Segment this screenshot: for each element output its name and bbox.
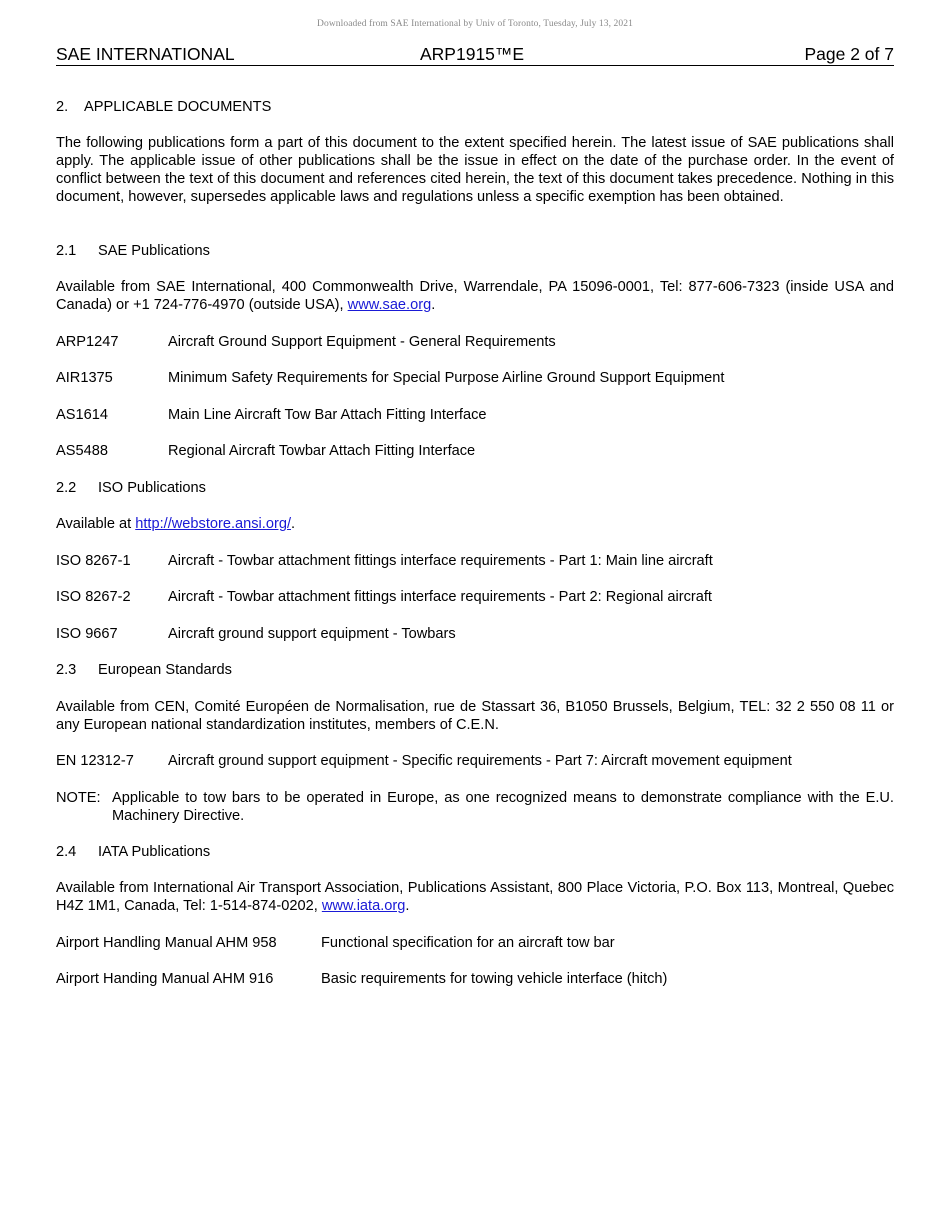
- reference-row: [56, 442, 894, 460]
- subsection-title: SAE Publications: [98, 243, 210, 259]
- reference-id: ISO 9667: [56, 626, 118, 642]
- reference-row: [56, 588, 894, 606]
- subsection-number: 2.3: [56, 662, 77, 678]
- header-page-number: Page 2 of 7: [804, 44, 894, 64]
- ansi-webstore-link[interactable]: http://webstore.ansi.org/: [135, 516, 291, 532]
- reference-row: [56, 752, 894, 770]
- reference-row: [56, 970, 894, 988]
- note-text: Applicable to tow bars to be operated in Europe, as one recognized means to demonstrate compliance with the E.U. Machinery Directive.: [112, 790, 894, 824]
- iso-availability-paragraph: [56, 515, 894, 533]
- reference-row: [56, 552, 894, 570]
- subsection-number: 2.4: [56, 844, 77, 860]
- reference-row: [56, 369, 894, 387]
- sae-availability-paragraph: [56, 278, 894, 314]
- header-document-id: ARP1915™E: [420, 44, 525, 64]
- reference-row: [56, 934, 894, 952]
- reference-id: ISO 8267-1: [56, 553, 131, 569]
- section-title: APPLICABLE DOCUMENTS: [84, 99, 272, 115]
- reference-id: Airport Handling Manual AHM 958: [56, 935, 277, 951]
- download-watermark: Downloaded from SAE International by Univ of Toronto, Tuesday, July 13, 2021: [317, 19, 633, 29]
- sae-website-link[interactable]: www.sae.org: [347, 297, 432, 313]
- subsection-title: ISO Publications: [98, 480, 206, 496]
- section-heading: [56, 98, 894, 116]
- header-organization: SAE INTERNATIONAL: [56, 44, 235, 64]
- reference-title: Aircraft Ground Support Equipment - General Requirements: [168, 334, 556, 350]
- reference-title: Main Line Aircraft Tow Bar Attach Fitting Interface: [168, 407, 487, 423]
- sae-availability-text: Available from SAE International, 400 Commonwealth Drive, Warrendale, PA 15096-0001, Tel: 877-606-7323 (inside USA and Canada) or +1 724-776-4970 (outside USA),: [56, 279, 894, 313]
- reference-id: AIR1375: [56, 370, 113, 386]
- reference-id: EN 12312-7: [56, 753, 134, 769]
- document-page: [56, 0, 894, 1230]
- page-header: [56, 43, 894, 66]
- subsection-number: 2.2: [56, 480, 77, 496]
- note-label: NOTE:: [56, 790, 101, 806]
- subsection-title: IATA Publications: [98, 844, 211, 860]
- section-number: 2.: [56, 99, 69, 115]
- iata-availability-paragraph: [56, 879, 894, 915]
- reference-id: Airport Handing Manual AHM 916: [56, 971, 274, 987]
- reference-title: Aircraft - Towbar attachment fittings interface requirements - Part 2: Regional aircraft: [168, 589, 712, 605]
- reference-row: [56, 406, 894, 424]
- reference-title: Aircraft ground support equipment - Specific requirements - Part 7: Aircraft movement equipment: [168, 753, 792, 769]
- note-block: [56, 789, 894, 825]
- punctuation: .: [291, 516, 296, 532]
- subsection-heading-european: [56, 661, 894, 679]
- subsection-number: 2.1: [56, 243, 77, 259]
- iata-availability-text: Available from International Air Transport Association, Publications Assistant, 800 Place Victoria, P.O. Box 113, Montreal, Quebec H4Z 1M1, Canada, Tel: 1-514-874-0202,: [56, 880, 894, 914]
- reference-id: ISO 8267-2: [56, 589, 131, 605]
- subsection-heading-sae: [56, 242, 894, 260]
- reference-row: [56, 333, 894, 351]
- section-intro-paragraph: The following publications form a part of this document to the extent specified herein. The latest issue of SAE publications shall apply. The applicable issue of other publications shall be the issue in effect on the date of the purchase order. In the event of conflict between the text of this document and references cited herein, the text of this document takes precedence. Nothing in this document, however, supersedes applicable laws and regulations unless a specific exemption has been obtained.: [56, 135, 894, 205]
- iata-website-link[interactable]: www.iata.org: [321, 898, 406, 914]
- iso-availability-text: Available at: [56, 516, 136, 532]
- reference-title: Minimum Safety Requirements for Special Purpose Airline Ground Support Equipment: [168, 370, 725, 386]
- subsection-heading-iata: [56, 843, 894, 861]
- reference-id: ARP1247: [56, 334, 119, 350]
- reference-title: Regional Aircraft Towbar Attach Fitting Interface: [168, 443, 476, 459]
- reference-title: Basic requirements for towing vehicle interface (hitch): [321, 971, 668, 987]
- punctuation: .: [405, 898, 410, 914]
- reference-row: [56, 625, 894, 643]
- subsection-heading-iso: [56, 479, 894, 497]
- reference-title: Functional specification for an aircraft tow bar: [321, 935, 615, 951]
- reference-title: Aircraft ground support equipment - Towbars: [168, 626, 456, 642]
- punctuation: .: [431, 297, 436, 313]
- european-availability-paragraph: Available from CEN, Comité Européen de Normalisation, rue de Stassart 36, B1050 Brussels, Belgium, TEL: 32 2 550 08 11 or any European national standardization institutes, members of C.E.N.: [56, 699, 894, 733]
- reference-id: AS1614: [56, 407, 108, 423]
- reference-id: AS5488: [56, 443, 108, 459]
- reference-title: Aircraft - Towbar attachment fittings interface requirements - Part 1: Main line aircraft: [168, 553, 713, 569]
- subsection-title: European Standards: [98, 662, 232, 678]
